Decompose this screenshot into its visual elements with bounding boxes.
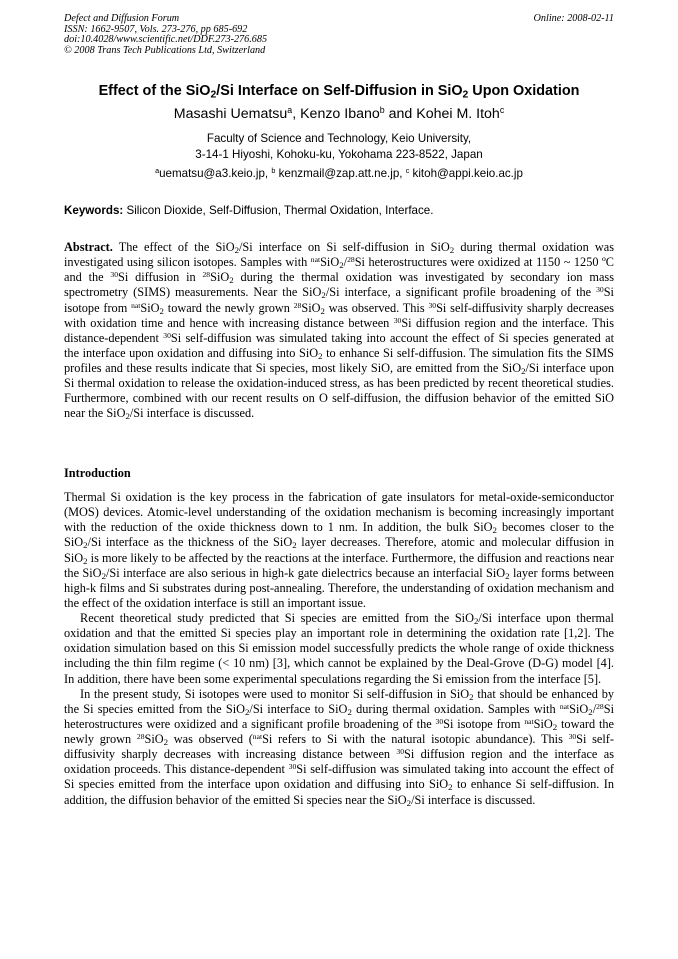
section-heading-introduction: Introduction bbox=[64, 466, 131, 480]
intro-paragraph-1: Thermal Si oxidation is the key process in the fabrication of gate insulators for metal-oxide-semiconductor (MOS) devices. Atomic-level understanding of the oxidation mechanism is becoming increasingly important with the reduction of the oxide thickness down to 1 nm. In addition, the bulk SiO$_2$ becomes closer to the SiO$_2$/Si interface as the thickness of the SiO$_2$ layer decreases. Therefore, atomic and molecular diffusion in SiO$_2$ is more likely to be affected by the reactions at the interface. Furthermore, the diffusion and reactions near the SiO$_2$/Si interface are also serious in high-k gate dielectrics because an interfacial SiO$_2$ layer forms between high-k films and Si substrates during post-annealing. Therefore, the understanding of oxidation mechanism and the effect of the oxidation interface is still an important issue. bbox=[64, 490, 614, 610]
issn-line: ISSN: 1662-9507, Vols. 273-276, pp 685-692 bbox=[64, 23, 248, 35]
abstract-label: Abstract. bbox=[64, 240, 113, 254]
affiliation bbox=[24, 131, 654, 162]
keywords-label: Keywords: bbox=[64, 204, 124, 217]
paper-title: Effect of the SiO$_2$/Si Interface on Self-Diffusion in SiO$_2$ Upon Oxidation bbox=[98, 83, 580, 101]
affiliation-line-1: Faculty of Science and Technology, Keio University, bbox=[206, 132, 472, 145]
copyright-line: © 2008 Trans Tech Publications Ltd, Switzerland bbox=[64, 44, 266, 56]
keywords bbox=[64, 203, 624, 218]
abstract: Abstract. The effect of the SiO$_2$/Si interface on Si self-diffusion in SiO$_2$ during thermal oxidation was investigated using silicon isotopes. Samples with $^{nat}$SiO$_2$/$^{28}$Si heterostructures were oxidized at 1150 ~ 1250 ºC and the $^{30}$Si diffusion in $^{28}$SiO$_2$ during the thermal oxidation was investigated by secondary ion mass spectrometry (SIMS) measurements. Near the SiO$_2$/Si interface, a significant profile broadening of the $^{30}$Si isotope from $^{nat}$SiO$_2$ toward the newly grown $^{28}$SiO$_2$ was observed. This $^{30}$Si self-diffusivity sharply decreases with oxidation time and hence with increasing distance between $^{30}$Si diffusion region and the interface. This distance-dependent $^{30}$Si self-diffusion was simulated taking into account the effect of Si species generated at the interface upon oxidation and diffusing into SiO$_2$ to enhance Si self-diffusion. The simulation fits the SIMS profiles and these results indicate that Si species, most likely SiO, are emitted from the SiO$_2$/Si interface upon Si thermal oxidation to release the oxidation-induced stress, as has been predicted by recent theoretical studies. Furthermore, combined with our recent results on O self-diffusion, the diffusion behavior of the emitted SiO near the SiO$_2$/Si interface is discussed. bbox=[64, 240, 615, 422]
intro-paragraph-3: In the present study, Si isotopes were used to monitor Si self-diffusion in SiO$_2$ that should be enhanced by the Si species emitted from the SiO$_2$/Si interface to SiO$_2$ during thermal oxidation. Samples with $^{nat}$SiO$_2$/$^{28}$Si heterostructures were oxidized and a significant profile broadening of the $^{30}$Si isotope from $^{nat}$SiO$_2$ toward the newly grown $^{28}$SiO$_2$ was observed ($^{nat}$Si refers to Si with the natural isotopic abundance). This $^{30}$Si self-diffusivity sharply decreases with increasing distance between $^{30}$Si diffusion region and the interface as oxidation proceeds. This distance-dependent $^{30}$Si self-diffusion was simulated taking into account the effect of Si species emitted from the interface upon oxidation and diffusing into SiO$_2$ to enhance Si self-diffusion. In addition, the diffusion behavior of the emitted Si species near the SiO$_2$/Si interface is discussed. bbox=[64, 686, 615, 808]
affiliation-line-2: 3-14-1 Hiyoshi, Kohoku-ku, Yokohama 223-8522, Japan bbox=[195, 147, 483, 161]
intro-paragraph-2: Recent theoretical study predicted that Si species are emitted from the SiO$_2$/Si interface upon thermal oxidation and that the emitted Si species play an important role in determining the oxidation rate [1,2]. The oxidation simulation based on this Si emission model successfully predicts the whole range of oxide thickness including the thin film regime (< 10 nm) [3], which cannot be explained by the Deal-Grove (D-G) model [4]. In addition, there have been some experimental speculations regarding the Si emission from the interface [5]. bbox=[64, 611, 614, 686]
introduction-body bbox=[64, 490, 614, 808]
journal-header bbox=[64, 14, 267, 56]
author-emails: $^a$uematsu@a3.keio.jp, $^b$ kenzmail@zap.att.ne.jp, $^c$ kitoh@appi.keio.ac.jp bbox=[155, 166, 523, 180]
doi-line: doi:10.4028/www.scientific.net/DDF.273-276.685 bbox=[64, 34, 268, 46]
journal-name: Defect and Diffusion Forum bbox=[64, 13, 180, 24]
keywords-text: Silicon Dioxide, Self-Diffusion, Thermal Oxidation, Interface. bbox=[123, 204, 434, 217]
online-date: Online: 2008-02-11 bbox=[533, 13, 614, 24]
author-list: Masashi Uematsu$^a$, Kenzo Ibano$^b$ and Kohei M. Itoh$^c$ bbox=[173, 105, 505, 122]
